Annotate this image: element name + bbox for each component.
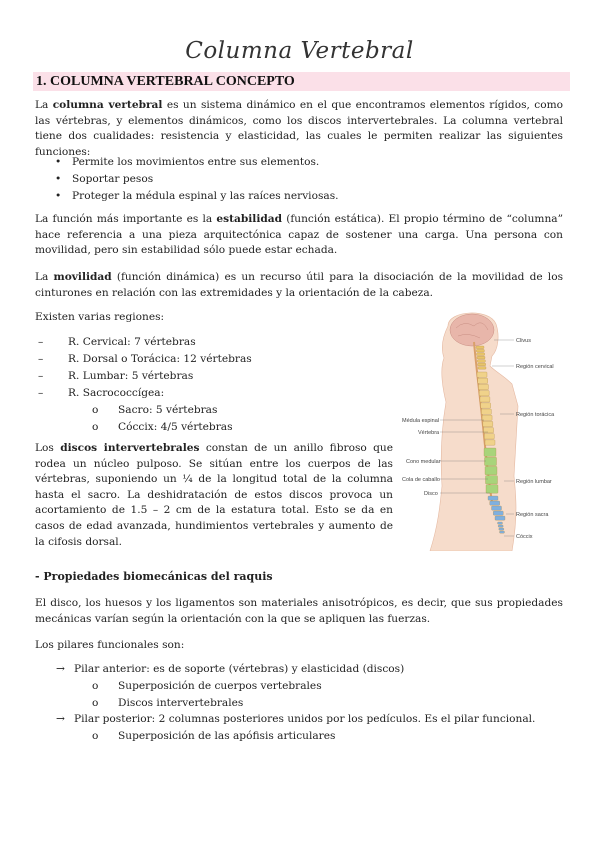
list-item: – R. Dorsal o Torácica: 12 vértebras xyxy=(38,353,252,365)
label-spinal-cord: Médula espinal xyxy=(402,418,439,424)
label-coccyx: Cóccix xyxy=(516,534,533,540)
list-item: o Sacro: 5 vértebras xyxy=(92,404,218,416)
vertebra-block xyxy=(476,349,484,352)
vertebra-block xyxy=(476,346,484,349)
vertebra-block xyxy=(477,360,485,363)
vertebra-block xyxy=(499,528,504,530)
label-thoracic: Región torácica xyxy=(516,412,555,418)
text-run: (función dinámica) es un recurso útil para la disociación de la movilidad de los cinturones en relación con las extremidades y la orientación de la cabeza. xyxy=(35,271,564,299)
vertebra-block xyxy=(485,457,497,465)
label-vertebra: Vértebra xyxy=(418,430,440,436)
discs-paragraph xyxy=(35,441,393,550)
functions-list xyxy=(55,154,339,205)
pillar-posterior-sublist xyxy=(92,728,335,745)
vertebra-block xyxy=(482,415,492,420)
vertebra-block xyxy=(492,506,502,510)
text-run: constan de un anillo fibroso que rodea un núcleo pulposo. Se sitúan entre los cuerpos de las vértebras, suponiendo un ¼ de la longitud total de la columna hasta el sacro. La deshidratación de estos discos provoca un acortamiento de 1.5 – 2 cm de la estatura total. Esto se da en casos de edad avanzada, hundimientos vertebrales y aumento de la cifosis dorsal. xyxy=(35,442,394,548)
bold-term: discos intervertebrales xyxy=(60,442,200,454)
vertebra-block xyxy=(490,501,500,505)
bold-term: estabilidad xyxy=(216,213,283,225)
vertebra-block xyxy=(495,516,505,520)
label-disc: Disco xyxy=(424,491,438,497)
vertebra-block xyxy=(500,531,505,533)
list-item: o Cóccix: 4/5 vértebras xyxy=(92,421,233,433)
label-conus: Cono medular xyxy=(406,459,441,465)
vertebra-block xyxy=(479,391,489,396)
pillar-anterior-sublist xyxy=(92,678,322,712)
page-title: Columna Vertebral xyxy=(185,38,414,64)
text-run: (función estática). El propio término de “columna” hace referencia a una pieza arquitectónica capaz de sostener una carga. Una persona con movilidad, pero sin estabilidad sólo puede estar echada. xyxy=(35,213,563,257)
label-cervical: Región cervical xyxy=(516,364,554,370)
text-run: La función más importante es la xyxy=(35,213,217,225)
vertebra-block xyxy=(481,403,491,408)
text-run: es un sistema dinámico en el que encontramos elementos rígidos, como las vértebras, y elementos dinámicos, como los discos intervertebrales. La columna vertebral tiene dos cualidades: resistencia y elasticidad, las cuales le permiten realizar las siguientes funciones: xyxy=(35,99,563,158)
vertebra-block xyxy=(485,466,497,474)
pillar-anterior: → Pilar anterior: es de soporte (vértebras) y elasticidad (discos) xyxy=(56,663,405,675)
mobility-paragraph xyxy=(35,270,563,301)
list-item: – R. Sacrococcígea: xyxy=(38,387,165,399)
bold-term: columna vertebral xyxy=(52,99,163,111)
list-item: o Superposición de cuerpos vertebrales xyxy=(92,680,322,692)
bold-term: movilidad xyxy=(53,271,112,283)
vertebra-block xyxy=(483,421,493,426)
list-item: – R. Cervical: 7 vértebras xyxy=(38,336,196,348)
vertebra-block xyxy=(477,353,485,356)
list-item: – R. Lumbar: 5 vértebras xyxy=(38,370,194,382)
label-clivus: Clivus xyxy=(516,338,531,344)
pillars-intro: Los pilares funcionales son: xyxy=(35,639,185,651)
vertebra-block xyxy=(477,356,485,359)
vertebra-block xyxy=(498,525,503,527)
vertebra-block xyxy=(498,522,503,524)
regions-list xyxy=(38,334,252,402)
vertebra-block xyxy=(478,378,488,383)
text-run: Los xyxy=(35,442,61,454)
vertebra-block xyxy=(485,440,495,445)
subsection-heading: - Propiedades biomecánicas del raquis xyxy=(35,570,273,583)
vertebra-block xyxy=(484,448,496,456)
vertebra-block xyxy=(486,485,498,493)
intro-paragraph xyxy=(35,98,563,160)
list-item: • Soportar pesos xyxy=(55,171,339,188)
list-item: • Permite los movimientos entre sus elementos. xyxy=(55,154,339,171)
vertebra-block xyxy=(480,397,490,402)
vertebra-block xyxy=(484,434,494,439)
text-run: La xyxy=(35,271,54,283)
list-item: • Proteger la médula espinal y las raíces nerviosas. xyxy=(55,188,339,205)
vertebra-block xyxy=(493,511,503,515)
list-item: o Discos intervertebrales xyxy=(92,697,244,709)
label-sacral: Región sacra xyxy=(516,512,549,518)
stability-paragraph xyxy=(35,212,563,259)
sacro-sublist xyxy=(92,402,233,436)
vertebra-block xyxy=(478,384,488,389)
vertebra-block xyxy=(481,409,491,414)
biomechanics-paragraph: El disco, los huesos y los ligamentos son materiales anisotrópicos, es decir, que sus propiedades mecánicas varían según la orientación con la que se apliquen las fuerzas. xyxy=(35,597,563,625)
pillar-posterior: → Pilar posterior: 2 columnas posteriores unidos por los pedículos. Es el pilar funcional. xyxy=(56,713,536,725)
vertebra-block xyxy=(486,476,498,484)
regions-intro: Existen varias regiones: xyxy=(35,311,165,323)
section-heading: 1. COLUMNA VERTEBRAL CONCEPTO xyxy=(33,72,570,91)
vertebra-block xyxy=(478,363,486,366)
label-cauda-equina: Cola de caballo xyxy=(402,477,440,483)
vertebra-block xyxy=(477,372,487,377)
list-item: o Superposición de las apófisis articulares xyxy=(92,730,336,742)
vertebra-block xyxy=(488,496,498,500)
vertebra-block xyxy=(478,367,486,370)
text-run: La xyxy=(35,99,53,111)
spine-anatomy-figure xyxy=(400,306,568,551)
label-lumbar: Región lumbar xyxy=(516,479,552,485)
